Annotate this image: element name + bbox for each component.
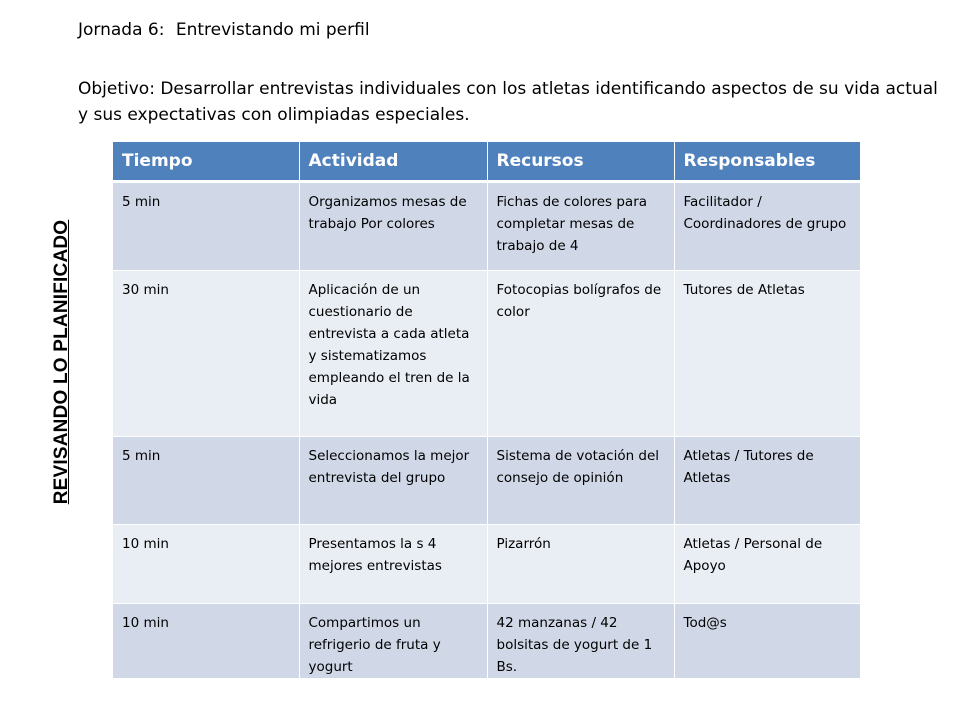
header-tiempo: Tiempo	[113, 142, 299, 182]
table-header-row	[113, 142, 860, 182]
cell-recursos: Fotocopias bolígrafos de color	[487, 271, 674, 437]
cell-tiempo: 5 min	[113, 437, 299, 525]
cell-actividad: Presentamos la s 4 mejores entrevistas	[299, 525, 487, 604]
cell-actividad: Seleccionamos la mejor entrevista del grupo	[299, 437, 487, 525]
cell-actividad: Organizamos mesas de trabajo Por colores	[299, 182, 487, 271]
cell-tiempo: 10 min	[113, 525, 299, 604]
cell-recursos: Fichas de colores para completar mesas de trabajo de 4	[487, 182, 674, 271]
cell-responsables: Atletas / Tutores de Atletas	[674, 437, 860, 525]
cell-responsables: Atletas / Personal de Apoyo	[674, 525, 860, 604]
cell-tiempo: 10 min	[113, 604, 299, 679]
table-row	[113, 604, 860, 679]
table-row	[113, 437, 860, 525]
cell-responsables: Facilitador / Coordinadores de grupo	[674, 182, 860, 271]
cell-actividad: Compartimos un refrigerio de fruta y yogurt	[299, 604, 487, 679]
header-recursos: Recursos	[487, 142, 674, 182]
table-row	[113, 525, 860, 604]
cell-responsables: Tod@s	[674, 604, 860, 679]
page-heading	[78, 18, 370, 42]
table-row	[113, 182, 860, 271]
table-row	[113, 271, 860, 437]
header-responsables: Responsables	[674, 142, 860, 182]
cell-actividad: Aplicación de un cuestionario de entrevista a cada atleta y sistematizamos empleando el tren de la vida	[299, 271, 487, 437]
session-label: Jornada 6:	[78, 20, 165, 40]
cell-tiempo: 5 min	[113, 182, 299, 271]
cell-recursos: 42 manzanas / 42 bolsitas de yogurt de 1 Bs.	[487, 604, 674, 679]
planning-table	[113, 142, 860, 678]
cell-tiempo: 30 min	[113, 271, 299, 437]
session-title: Entrevistando mi perfil	[175, 20, 370, 40]
objective-text: Objetivo: Desarrollar entrevistas individuales con los atletas identificando aspectos de su vida actual y sus expectativas con olimpiadas especiales.	[78, 79, 938, 125]
cell-recursos: Sistema de votación del consejo de opinión	[487, 437, 674, 525]
cell-recursos: Pizarrón	[487, 525, 674, 604]
cell-responsables: Tutores de Atletas	[674, 271, 860, 437]
header-actividad: Actividad	[299, 142, 487, 182]
side-title: REVISANDO LO PLANIFICADO	[51, 219, 72, 505]
